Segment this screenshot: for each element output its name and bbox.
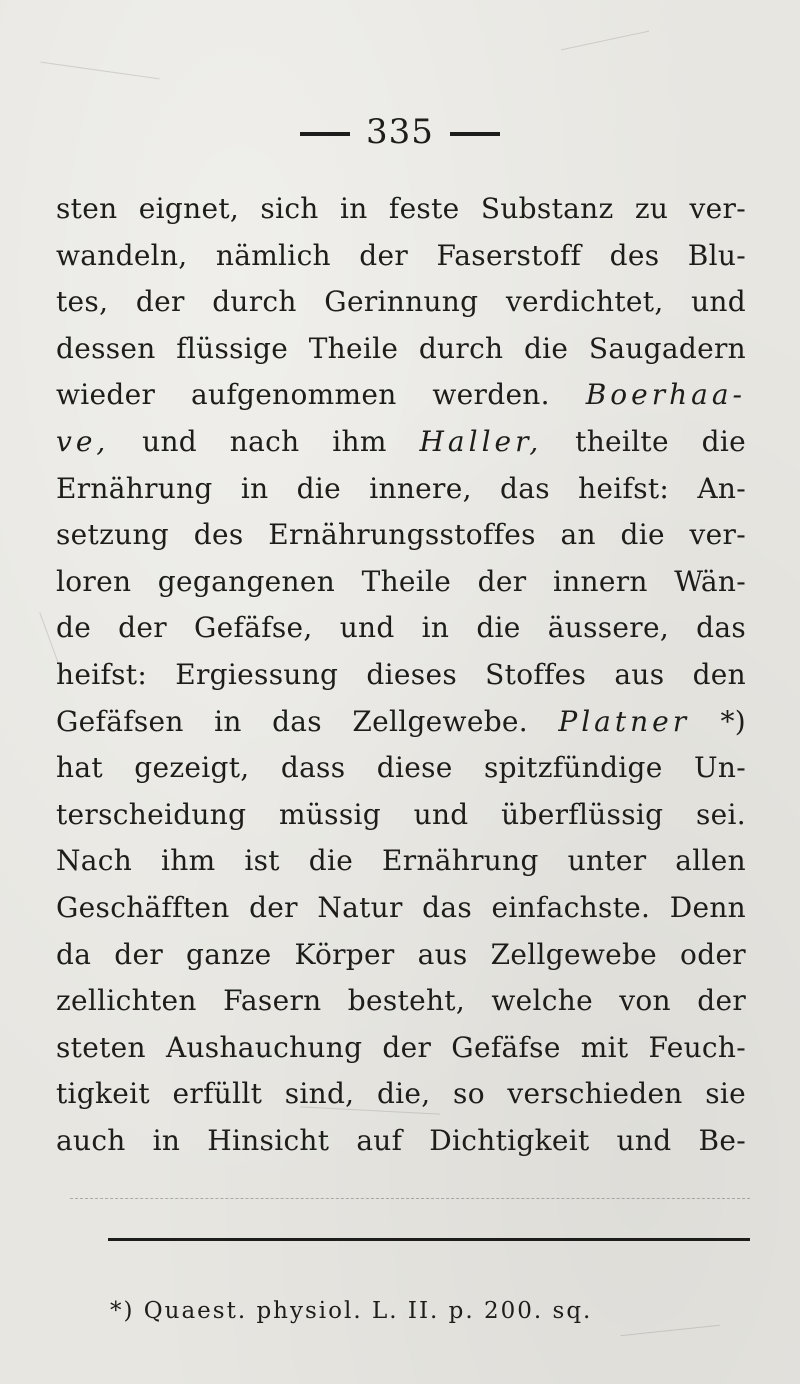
- text-line: zellichten Fasern besteht, welche von der: [56, 984, 746, 1018]
- text-line: wieder aufgenommen werden. Boerhaa-: [56, 378, 746, 412]
- footnote: *) Quaest. physiol. L. II. p. 200. sq.: [110, 1298, 593, 1324]
- text-line: loren gegangenen Theile der innern Wän-: [56, 564, 746, 598]
- text-line: sten eignet, sich in feste Substanz zu ver-: [56, 192, 746, 225]
- text-line: setzung des Ernährungsstoffes an die ver-: [56, 518, 746, 552]
- emphasized-name: Haller,: [419, 424, 543, 458]
- text-line: steten Aushauchung der Gefäfse mit Feuch-: [56, 1030, 746, 1064]
- text-line: terscheidung müssig und überflüssig sei.: [56, 797, 746, 831]
- show-through-rule: [70, 1198, 750, 1200]
- emphasized-name: Boerhaa-: [585, 378, 746, 412]
- text-line: Gefäfsen in das Zellgewebe. Platner *): [56, 704, 746, 738]
- text-line: Nach ihm ist die Ernährung unter allen: [56, 844, 746, 878]
- text-line: de der Gefäfse, und in die äussere, das: [56, 611, 746, 645]
- text-line: hat gezeigt, dass diese spitzfündige Un-: [56, 751, 746, 785]
- footnote-rule: [108, 1238, 750, 1241]
- text-line: tes, der durch Gerinnung verdichtet, und: [56, 285, 746, 319]
- text-line: auch in Hinsicht auf Dichtigkeit und Be-: [56, 1123, 746, 1157]
- text-line: da der ganze Körper aus Zellgewebe oder: [56, 937, 746, 971]
- page-header: [0, 112, 800, 152]
- emphasized-name: Platner: [558, 704, 691, 738]
- paper-fiber: [620, 1325, 720, 1336]
- page-number: 335: [366, 112, 434, 152]
- text-line: Geschäfften der Natur das einfachste. Denn: [56, 890, 746, 924]
- paper-fiber: [561, 31, 649, 51]
- text-line: Ernährung in die innere, das heifst: An-: [56, 471, 746, 505]
- header-dash-left: [300, 132, 350, 136]
- paper-fiber: [41, 62, 160, 80]
- text-line: heifst: Ergiessung dieses Stoffes aus den: [56, 657, 746, 691]
- text-line: wandeln, nämlich der Faserstoff des Blu-: [56, 238, 746, 272]
- body-text: [56, 186, 746, 1164]
- text-line: ve, und nach ihm Haller, theilte die: [56, 424, 746, 458]
- text-line: dessen flüssige Theile durch die Saugadern: [56, 331, 746, 365]
- text-line: tigkeit erfüllt sind, die, so verschieden sie: [56, 1077, 746, 1111]
- emphasized-name: ve,: [56, 424, 110, 458]
- header-dash-right: [450, 132, 500, 136]
